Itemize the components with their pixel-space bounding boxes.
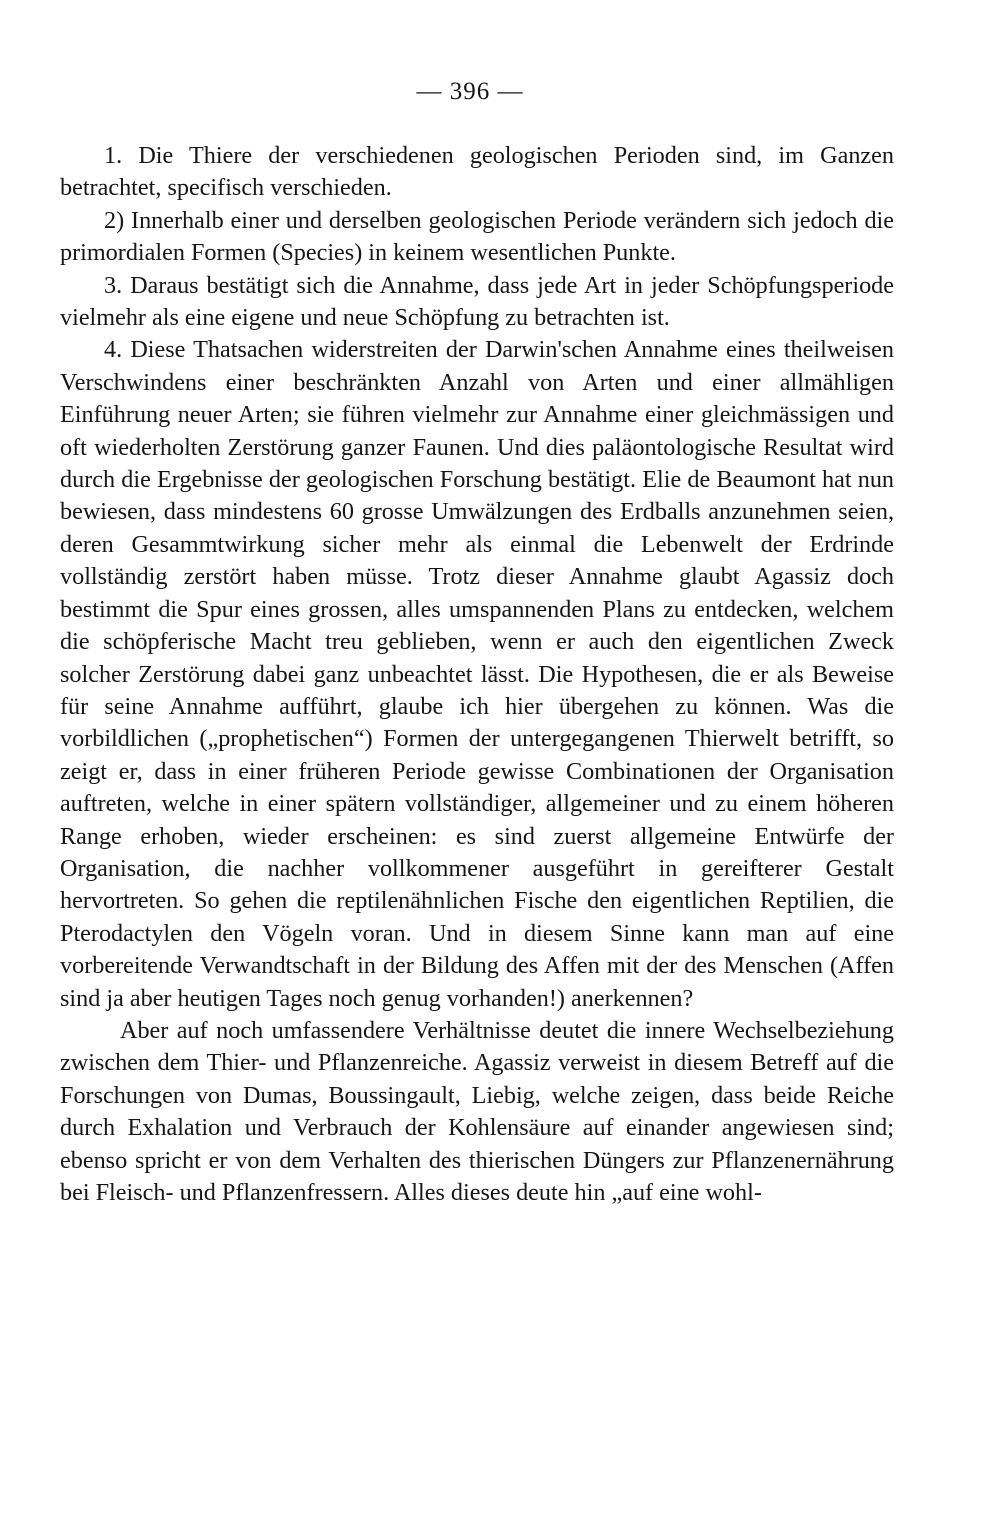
paragraph-wechselbeziehung: Aber auf noch umfassendere Verhältnisse deutet die innere Wechselbeziehung zwischen dem Thier- und Pflanzenreiche. Agassiz verweist in diesem Betreff auf die Forschungen von Dumas, Boussingault, Liebig, welche zeigen, dass beide Reiche durch Exhalation und Verbrauch der Kohlensäure auf einander angewiesen sind; ebenso spricht er von dem Verhalten des thierischen Düngers zur Pflanzenernährung bei Fleisch- und Pflanzenfressern. Alles dieses deute hin „auf eine wohl- [60, 1016, 894, 1206]
paragraph-point-2: 2) Innerhalb einer und derselben geologischen Periode verändern sich jedoch die primordialen Formen (Species) in keinem wesentlichen Punkte. [60, 206, 894, 267]
paragraph-point-1: 1. Die Thiere der verschiedenen geologischen Perioden sind, im Ganzen betrachtet, specifisch verschieden. [60, 142, 894, 202]
body-text [60, 140, 894, 1209]
paragraph-point-4: 4. Diese Thatsachen widerstreiten der Darwin'schen Annahme eines theilweisen Verschwindens einer beschränkten Anzahl von Arten und einer allmähligen Einführung neuer Arten; sie führen vielmehr zur Annahme einer gleichmässigen und oft wiederholten Zerstörung ganzer Faunen. Und dies paläontologische Resultat wird durch die Ergebnisse der geologischen Forschung bestätigt. Elie de Beaumont hat nun bewiesen, dass mindestens 60 grosse Umwälzungen des Erdballs anzunehmen seien, deren Gesammtwirkung sicher mehr als einmal die Lebenwelt der Erdrinde vollständig zerstört haben müsse. Trotz dieser Annahme glaubt Agassiz doch bestimmt die Spur eines grossen, alles umspannenden Plans zu entdecken, welchem die schöpferische Macht treu geblieben, wenn er auch den eigentlichen Zweck solcher Zerstörung dabei ganz unbeachtet lässt. Die Hypothesen, die er als Beweise für seine Annahme aufführt, glaube ich hier übergehen zu können. Was die vorbildlichen („prophetischen“) Formen der untergegangenen Thierwelt betrifft, so zeigt er, dass in einer früheren Periode gewisse Combinationen der Organisation auftreten, welche in einer spätern vollständiger, allgemeiner und zu einem höheren Range erhoben, wieder erscheinen: es sind zuerst allgemeine Entwürfe der Organisation, die nachher vollkommener ausgeführt in gereifterer Gestalt hervortreten. So gehen die reptilenähnlichen Fische den eigentlichen Reptilien, die Pterodactylen den Vögeln voran. Und in diesem Sinne kann man auf eine vorbereitende Verwandtschaft in der Bildung des Affen mit der des Menschen (Affen sind ja aber heutigen Tages noch genug vorhanden!) anerkennen? [60, 336, 894, 1012]
paragraph-point-3: 3. Daraus bestätigt sich die Annahme, dass jede Art in jeder Schöpfungsperiode vielmehr als eine eigene und neue Schöpfung zu betrachten ist. [60, 271, 894, 332]
page-number: — 396 — [416, 78, 524, 105]
